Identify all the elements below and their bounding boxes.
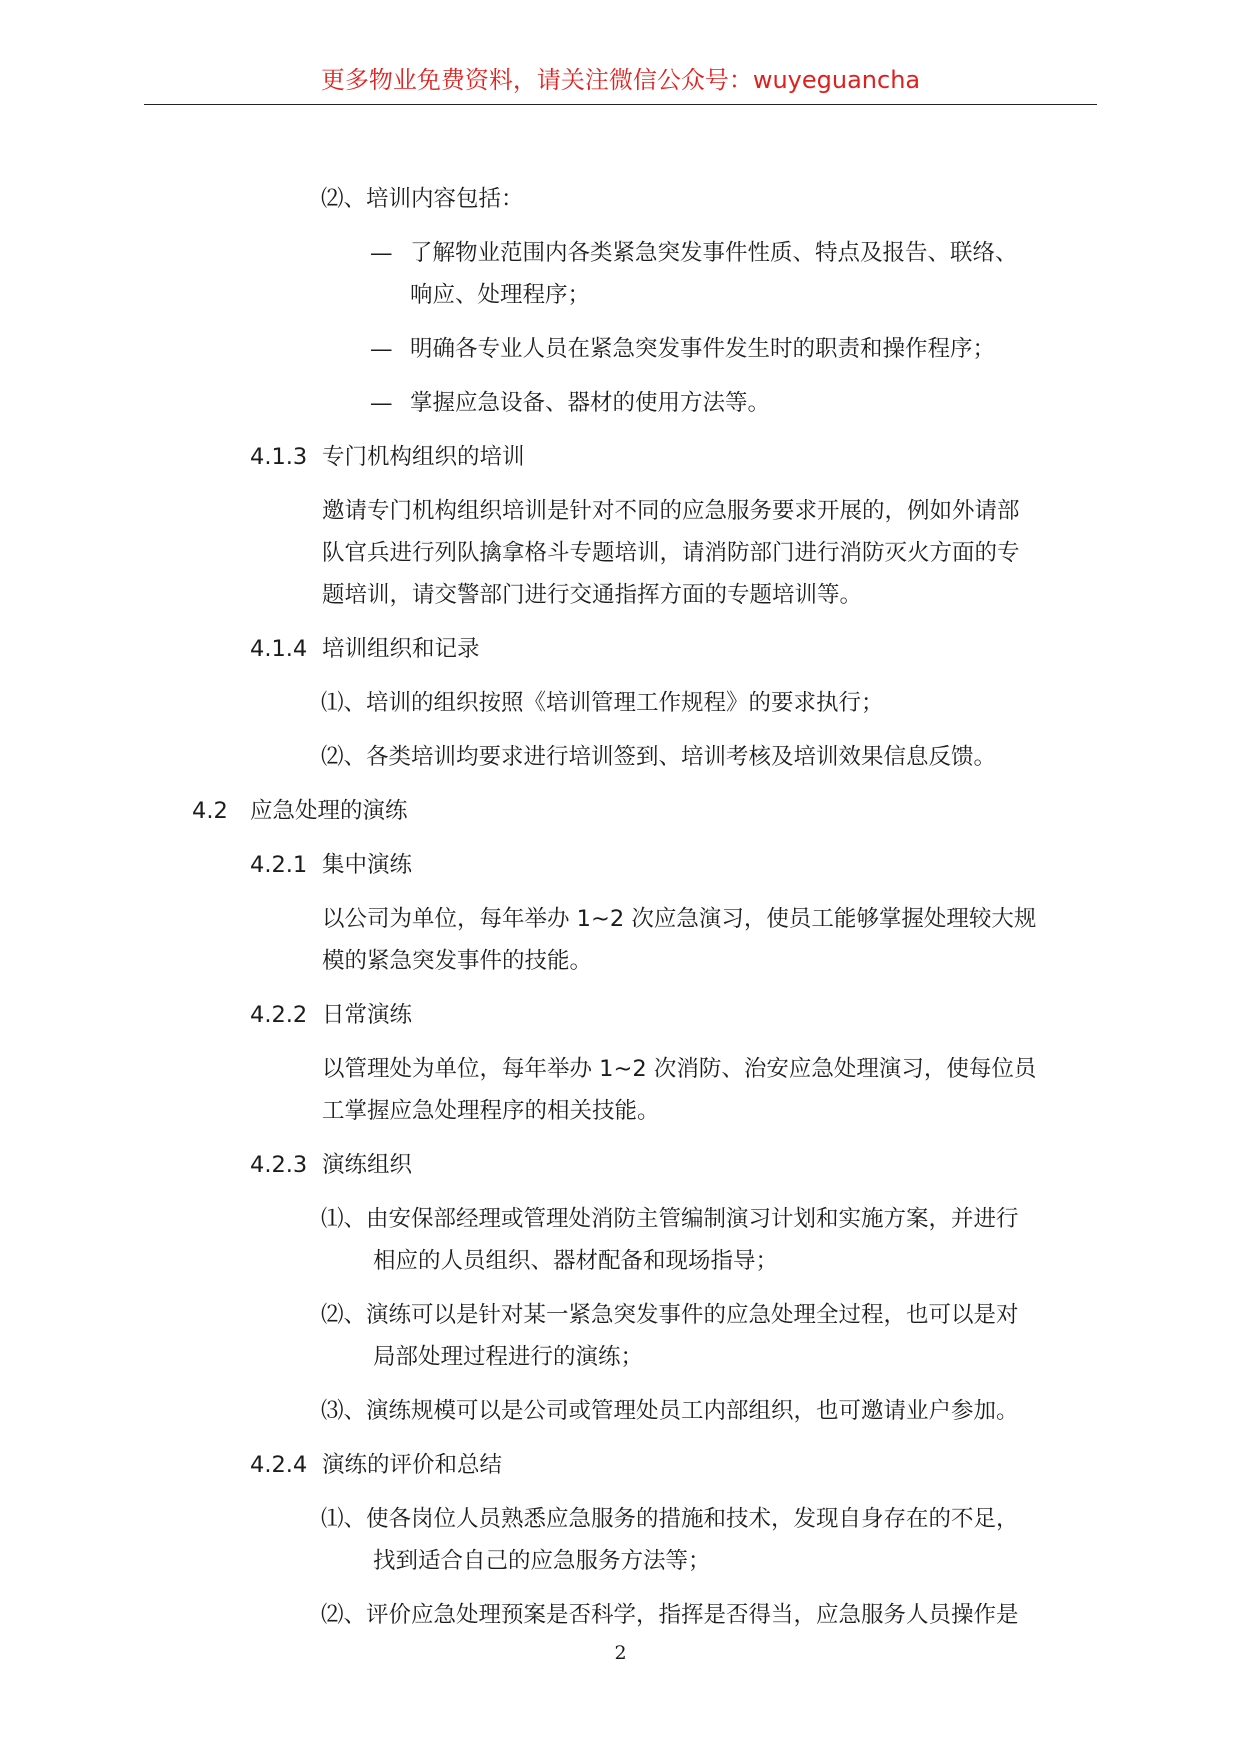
list-item-continuation: 相应的人员组织、器材配备和现场指导； — [373, 1248, 779, 1274]
section-title: 应急处理的演练 — [250, 798, 408, 824]
section-heading-4-2-2 — [250, 1000, 412, 1030]
paragraph-line — [322, 904, 1036, 934]
section-number: 4.2.3 — [250, 1152, 308, 1178]
section-heading-4-2 — [192, 796, 408, 826]
list-item-continuation: 局部处理过程进行的演练； — [373, 1344, 644, 1370]
item-label: ⑵、 — [321, 1602, 367, 1628]
bullet-dash: — — [370, 240, 393, 266]
list-item-continuation: 找到适合自己的应急服务方法等； — [373, 1548, 711, 1574]
paragraph-text: 次消防、治安应急处理演习，使每位员 — [653, 1056, 1037, 1082]
item-text: 由安保部经理或管理处消防主管编制演习计划和实施方案，并进行 — [366, 1206, 1019, 1232]
item-text: 评价应急处理预案是否科学，指挥是否得当，应急服务人员操作是 — [366, 1602, 1019, 1628]
item-text: 演练可以是针对某一紧急突发事件的应急处理全过程，也可以是对 — [366, 1302, 1019, 1328]
item-label: ⑵、 — [321, 1302, 367, 1328]
section-title: 培训组织和记录 — [322, 636, 480, 662]
paragraph-line: 邀请专门机构组织培训是针对不同的应急服务要求开展的，例如外请部 — [322, 498, 1020, 524]
bullet-text: 了解物业范围内各类紧急突发事件性质、特点及报告、联络、 — [410, 240, 1018, 266]
paragraph-text: 以公司为单位，每年举办 — [322, 906, 570, 932]
paragraph-text: 以管理处为单位，每年举办 — [322, 1056, 593, 1082]
bullet-item — [370, 238, 1018, 268]
item-text: 各类培训均要求进行培训签到、培训考核及培训效果信息反馈。 — [366, 744, 997, 770]
paragraph-line — [322, 1054, 1036, 1084]
section-heading-4-1-3 — [250, 442, 525, 472]
bullet-dash: — — [370, 336, 393, 362]
paragraph-line: 队官兵进行列队擒拿格斗专题培训，请消防部门进行消防灭火方面的专 — [322, 540, 1020, 566]
section-heading-4-2-4 — [250, 1450, 502, 1480]
section-title: 专门机构组织的培训 — [322, 444, 525, 470]
paragraph-line: 工掌握应急处理程序的相关技能。 — [322, 1098, 660, 1124]
list-item — [321, 184, 524, 214]
item-label: ⑵、 — [321, 744, 367, 770]
item-label: ⑶、 — [321, 1398, 367, 1424]
item-label: ⑵、 — [321, 186, 367, 212]
list-item — [321, 1504, 1019, 1534]
section-number: 4.1.3 — [250, 444, 308, 470]
paragraph-text: 次应急演习，使员工能够掌握处理较大规 — [631, 906, 1037, 932]
frequency-value: 1~2 — [576, 906, 625, 932]
list-item — [321, 742, 996, 772]
header-divider — [144, 104, 1097, 105]
section-number: 4.2.1 — [250, 852, 308, 878]
item-label: ⑴、 — [321, 1506, 367, 1532]
item-label: ⑴、 — [321, 690, 367, 716]
bullet-dash: — — [370, 390, 393, 416]
list-item — [321, 1396, 1019, 1426]
section-title: 演练的评价和总结 — [322, 1452, 503, 1478]
bullet-text: 明确各专业人员在紧急突发事件发生时的职责和操作程序； — [410, 336, 996, 362]
bullet-item — [370, 334, 995, 364]
page-number: 2 — [614, 1642, 627, 1664]
section-title: 日常演练 — [322, 1002, 413, 1028]
list-item — [321, 1600, 1019, 1630]
item-text: 培训的组织按照《培训管理工作规程》的要求执行； — [366, 690, 884, 716]
frequency-value: 1~2 — [599, 1056, 647, 1082]
bullet-continuation: 响应、处理程序； — [410, 282, 591, 308]
bullet-item — [370, 388, 770, 418]
section-title: 集中演练 — [322, 852, 413, 878]
item-text: 演练规模可以是公司或管理处员工内部组织，也可邀请业户参加。 — [366, 1398, 1019, 1424]
section-number: 4.2.2 — [250, 1002, 308, 1028]
section-heading-4-2-3 — [250, 1150, 412, 1180]
paragraph-line: 题培训，请交警部门进行交通指挥方面的专题培训等。 — [322, 582, 863, 608]
section-number: 4.2.4 — [250, 1452, 308, 1478]
section-title: 演练组织 — [322, 1152, 413, 1178]
item-label: ⑴、 — [321, 1206, 367, 1232]
list-item — [321, 1300, 1019, 1330]
section-heading-4-2-1 — [250, 850, 412, 880]
list-item — [321, 1204, 1019, 1234]
bullet-text: 掌握应急设备、器材的使用方法等。 — [410, 390, 771, 416]
list-item — [321, 688, 884, 718]
section-heading-4-1-4 — [250, 634, 480, 664]
item-text: 使各岗位人员熟悉应急服务的措施和技术，发现自身存在的不足， — [366, 1506, 1019, 1532]
item-text: 培训内容包括： — [366, 186, 524, 212]
section-number: 4.2 — [192, 798, 228, 824]
header-banner: 更多物业免费资料，请关注微信公众号：wuyeguancha — [320, 66, 921, 94]
section-number: 4.1.4 — [250, 636, 308, 662]
paragraph-line: 模的紧急突发事件的技能。 — [322, 948, 593, 974]
